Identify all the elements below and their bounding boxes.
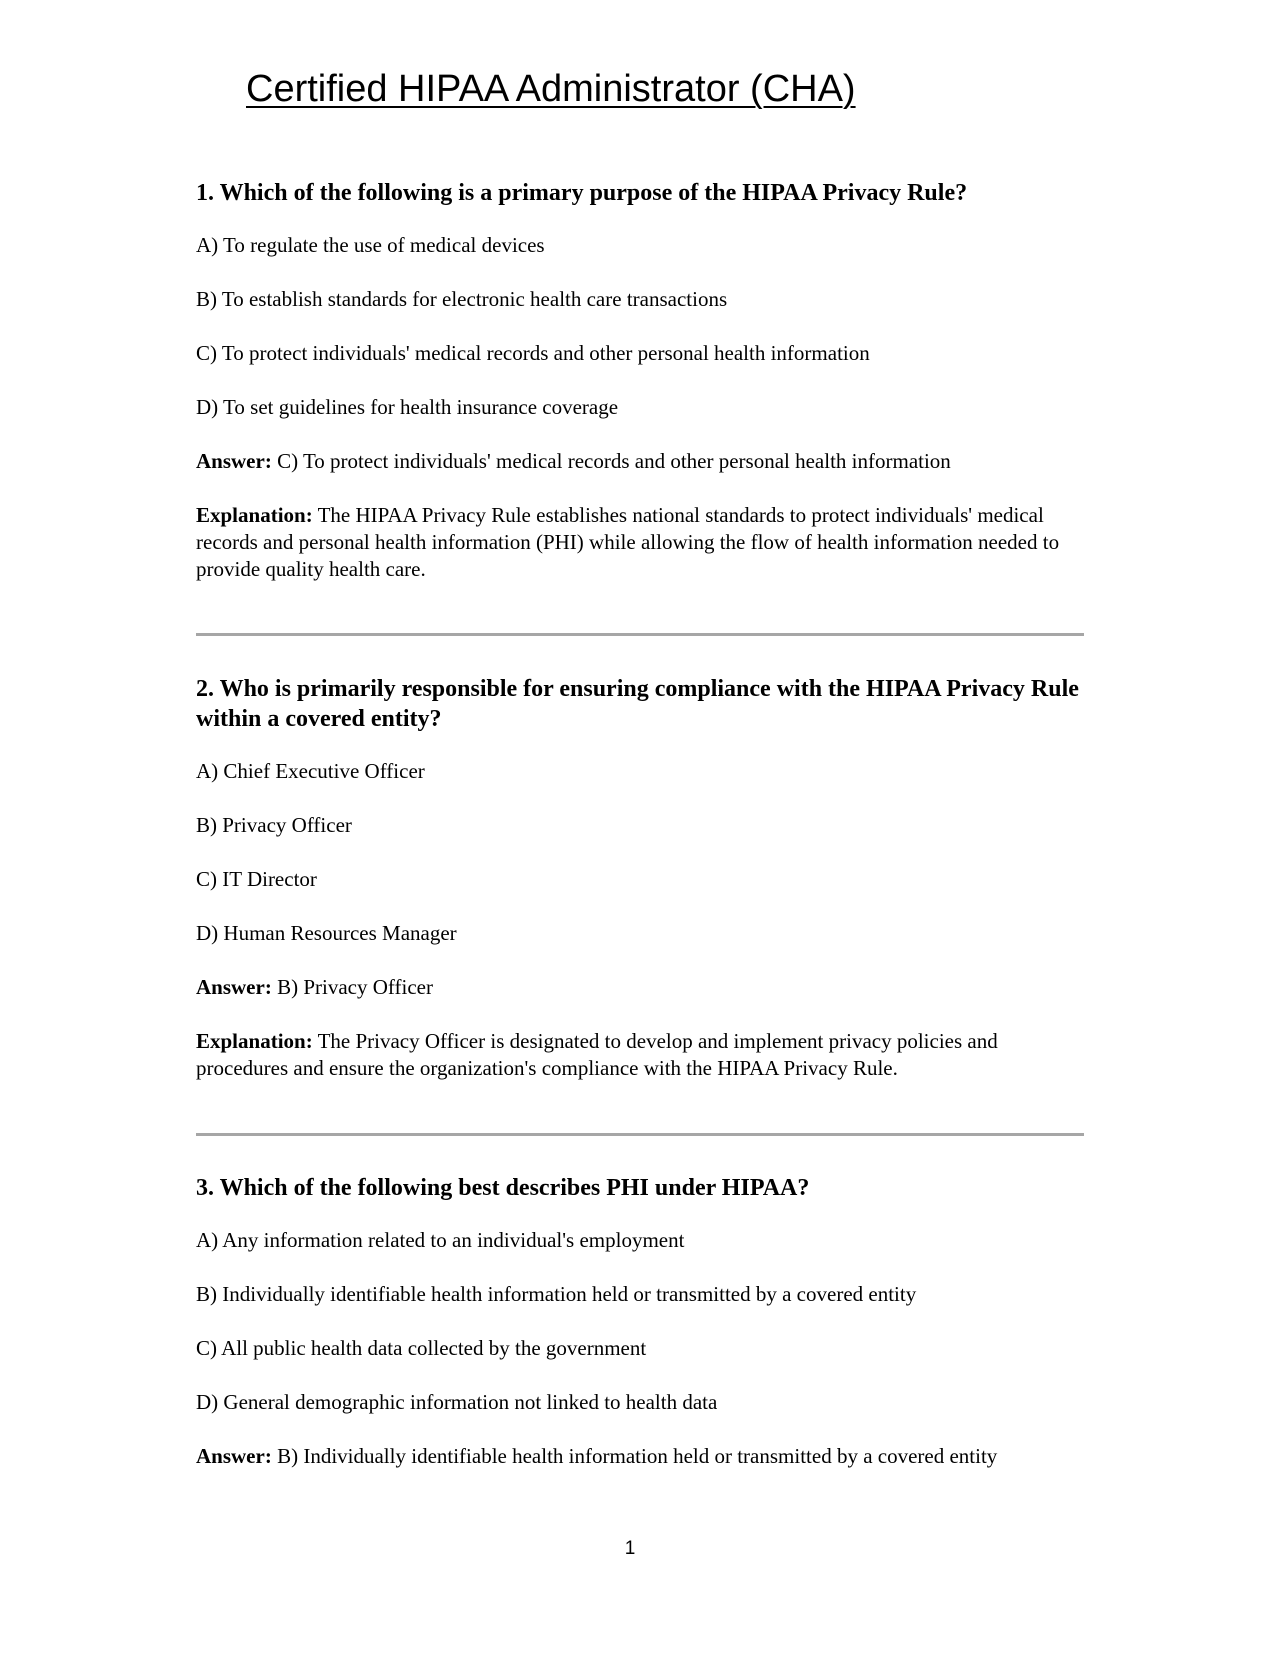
answer-text: B) Privacy Officer <box>277 975 433 999</box>
page-number: 1 <box>624 1538 636 1559</box>
option-c: C) All public health data collected by the government <box>196 1336 647 1360</box>
option-d: D) To set guidelines for health insurance coverage <box>196 395 619 419</box>
option-b: B) Privacy Officer <box>196 813 352 837</box>
answer-label: Answer: <box>196 975 272 999</box>
question-divider <box>196 1133 1084 1136</box>
question-3 <box>196 1173 1086 1497</box>
explanation <box>196 1028 1086 1082</box>
option-a: A) Chief Executive Officer <box>196 759 425 783</box>
option-d: D) Human Resources Manager <box>196 921 457 945</box>
answer-text: C) To protect individuals' medical records and other personal health information <box>277 449 951 473</box>
answer <box>196 1443 1086 1470</box>
question-divider <box>196 633 1084 636</box>
option-a: A) Any information related to an individual's employment <box>196 1228 685 1252</box>
option-d: D) General demographic information not linked to health data <box>196 1390 718 1414</box>
explanation-label: Explanation: <box>196 1029 313 1053</box>
explanation-text: The HIPAA Privacy Rule establishes national standards to protect individuals' medical records and personal health information (PHI) while allowing the flow of health information needed to provide quality health care. <box>196 503 1060 581</box>
answer-text: B) Individually identifiable health information held or transmitted by a covered entity <box>277 1444 998 1468</box>
explanation-label: Explanation: <box>196 503 313 527</box>
explanation <box>196 502 1086 583</box>
question-1 <box>196 178 1086 583</box>
document-title: Certified HIPAA Administrator (CHA) <box>246 68 856 110</box>
question-2 <box>196 674 1086 1082</box>
explanation-text: The Privacy Officer is designated to develop and implement privacy policies and procedures and ensure the organization's compliance with the HIPAA Privacy Rule. <box>196 1029 998 1080</box>
option-c: C) To protect individuals' medical records and other personal health information <box>196 341 870 365</box>
answer-label: Answer: <box>196 449 272 473</box>
option-a: A) To regulate the use of medical devices <box>196 233 545 257</box>
question-text: 2. Who is primarily responsible for ensuring compliance with the HIPAA Privacy Rule within a covered entity? <box>196 676 1079 732</box>
question-text: 3. Which of the following best describes PHI under HIPAA? <box>196 1175 810 1201</box>
answer <box>196 448 1086 475</box>
answer-label: Answer: <box>196 1444 272 1468</box>
answer <box>196 974 1086 1001</box>
option-b: B) Individually identifiable health information held or transmitted by a covered entity <box>196 1282 917 1306</box>
option-c: C) IT Director <box>196 867 317 891</box>
question-text: 1. Which of the following is a primary purpose of the HIPAA Privacy Rule? <box>196 180 968 206</box>
option-b: B) To establish standards for electronic health care transactions <box>196 287 728 311</box>
